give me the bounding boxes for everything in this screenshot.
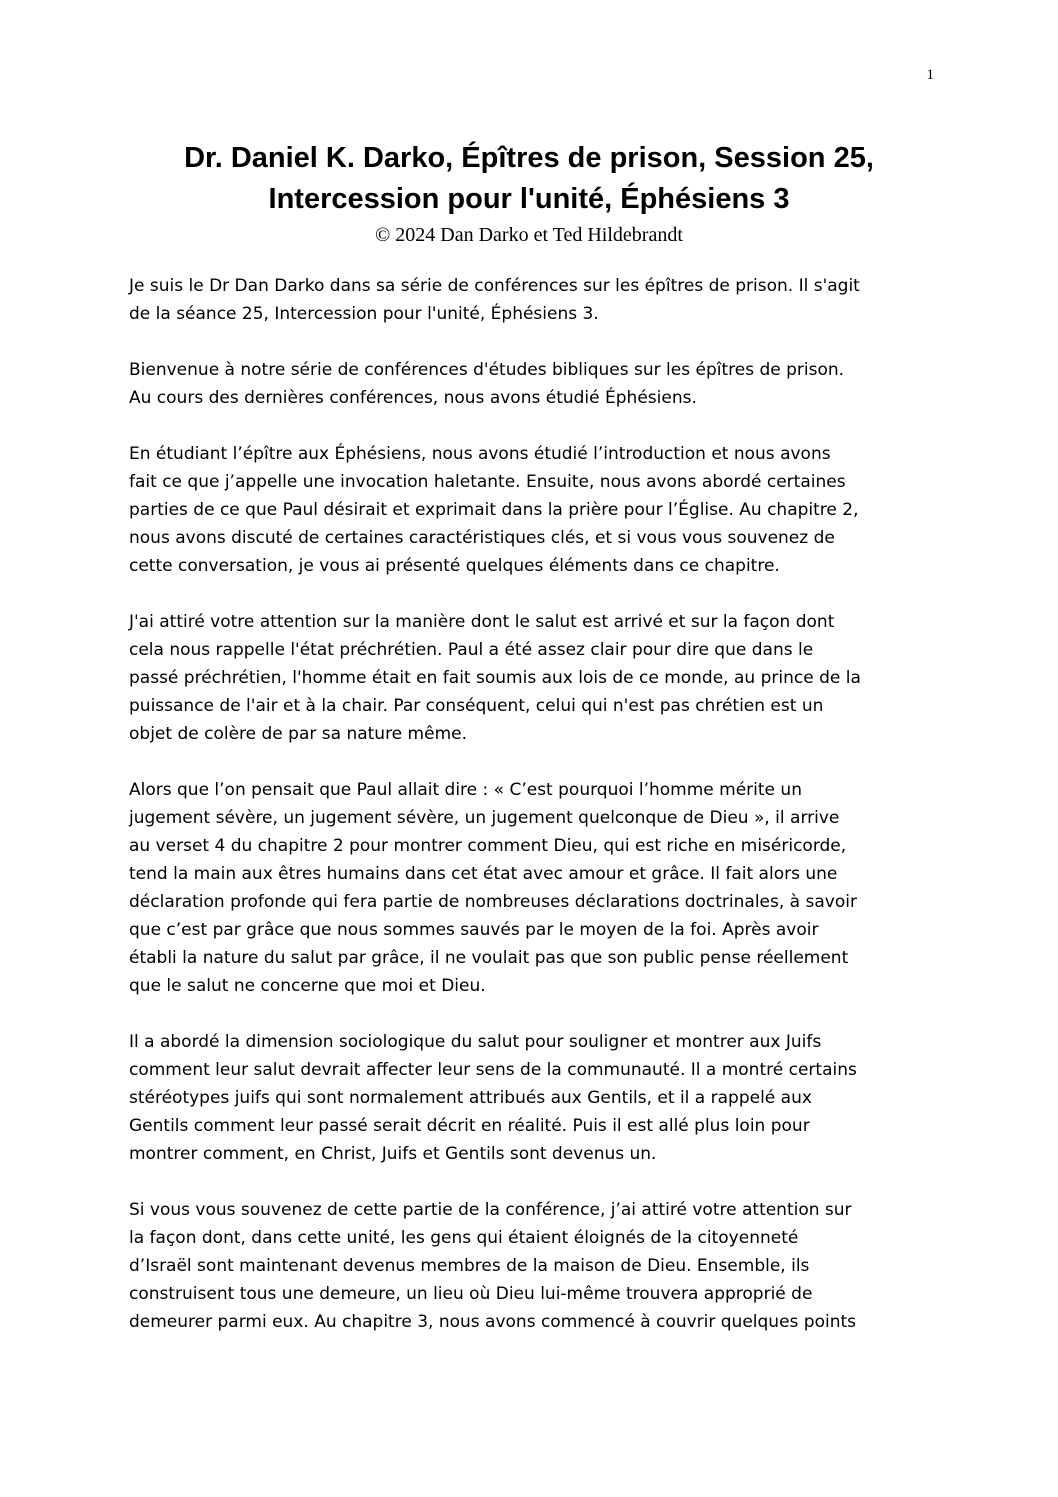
paragraph: Alors que l’on pensait que Paul allait dire : « C’est pourquoi l’homme mérite un jugement sévère, un jugement sévère, un jugement quelconque de Dieu », il arrive au verset 4 du chapitre 2 pour montrer comment Dieu, qui est riche en miséricorde, tend la main aux êtres humains dans cet état avec amour et grâce. Il fait alors une déclaration profonde qui fera partie de nombreuses déclarations doctrinales, à savoir que c’est par grâce que nous sommes sauvés par le moyen de la foi. Après avoir établi la nature du salut par grâce, il ne voulait pas que son public pense réellement que le salut ne concerne que moi et Dieu.	[129, 780, 857, 996]
copyright-line: © 2024 Dan Darko et Ted Hildebrandt	[375, 224, 683, 246]
paragraph: Si vous vous souvenez de cette partie de la conférence, j’ai attiré votre attention sur la façon dont, dans cette unité, les gens qui étaient éloignés de la citoyenneté d’Israël sont maintenant devenus membres de la maison de Dieu. Ensemble, ils construisent tous une demeure, un lieu où Dieu lui-même trouvera approprié de demeurer parmi eux. Au chapitre 3, nous avons commencé à couvrir quelques points	[129, 1200, 857, 1332]
document-title: Dr. Daniel K. Darko, Épîtres de prison, Session 25, Intercession pour l'unité, Éphésiens 3	[184, 142, 874, 215]
paragraph: J'ai attiré votre attention sur la manière dont le salut est arrivé et sur la façon dont cela nous rappelle l'état préchrétien. Paul a été assez clair pour dire que dans le passé préchrétien, l'homme était en fait soumis aux lois de ce monde, au prince de la puissance de l'air et à la chair. Par conséquent, celui qui n'est pas chrétien est un objet de colère de par sa nature même.	[129, 612, 861, 744]
transcript-body	[129, 272, 934, 1364]
paragraph: Bienvenue à notre série de conférences d'études bibliques sur les épîtres de prison. Au cours des dernières conférences, nous avons étudié Éphésiens.	[129, 360, 845, 408]
paragraph: Je suis le Dr Dan Darko dans sa série de conférences sur les épîtres de prison. Il s'agit de la séance 25, Intercession pour l'unité, Éphésiens 3.	[129, 276, 860, 324]
page-number: 1	[926, 67, 934, 83]
paragraph: En étudiant l’épître aux Éphésiens, nous avons étudié l’introduction et nous avons fait ce que j’appelle une invocation haletante. Ensuite, nous avons abordé certaines parties de ce que Paul désirait et exprimait dans la prière pour l’Église. Au chapitre 2, nous avons discuté de certaines caractéristiques clés, et si vous vous souvenez de cette conversation, je vous ai présenté quelques éléments dans ce chapitre.	[129, 444, 859, 576]
paragraph: Il a abordé la dimension sociologique du salut pour souligner et montrer aux Juifs comment leur salut devrait affecter leur sens de la communauté. Il a montré certains stéréotypes juifs qui sont normalement attribués aux Gentils, et il a rappelé aux Gentils comment leur passé serait décrit en réalité. Puis il est allé plus loin pour montrer comment, en Christ, Juifs et Gentils sont devenus un.	[129, 1032, 857, 1164]
